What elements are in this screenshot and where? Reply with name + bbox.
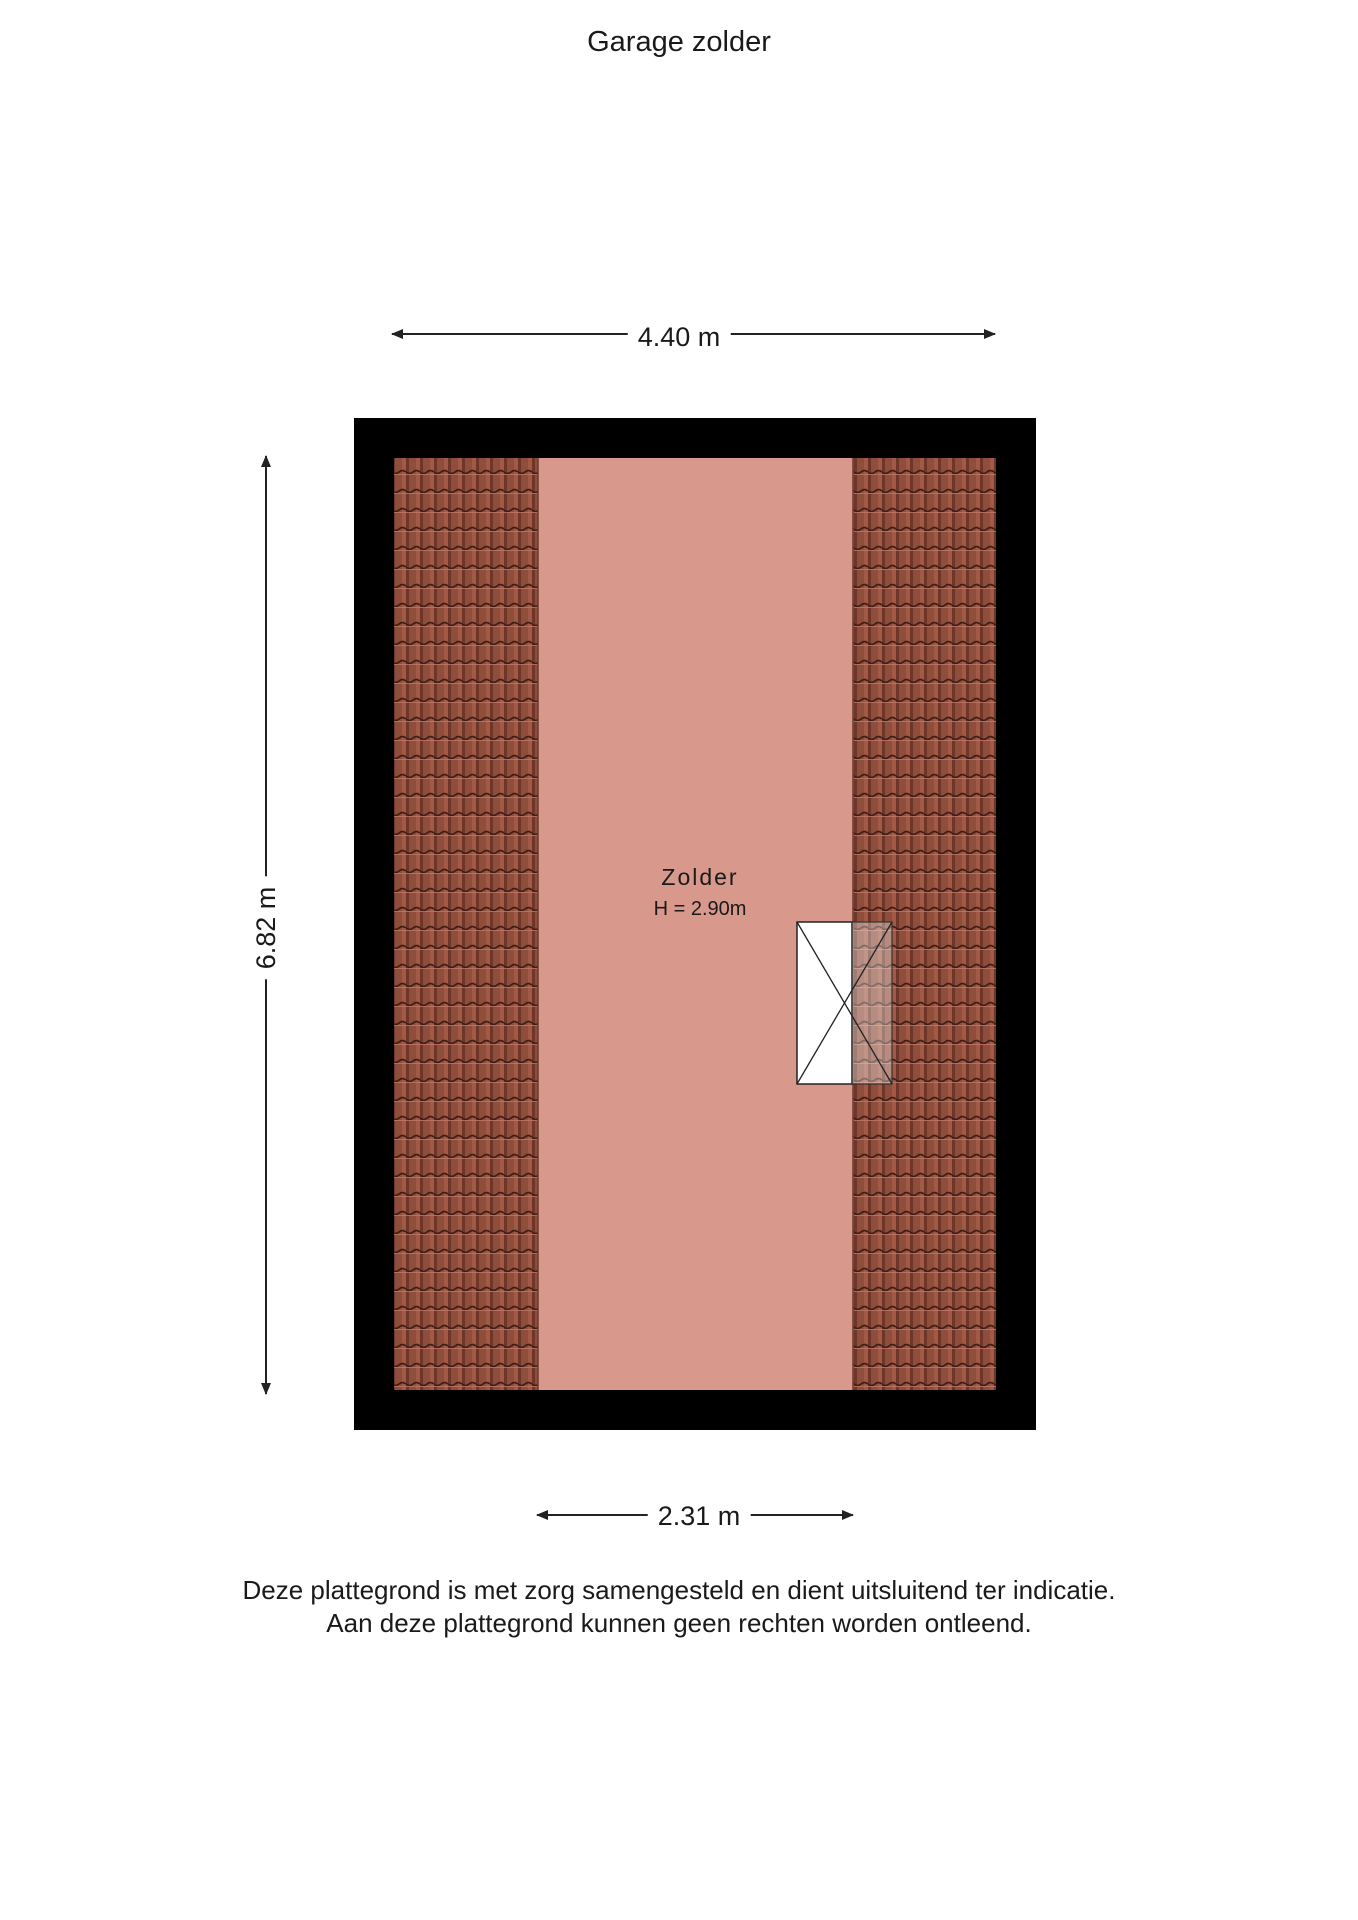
roof-hatch bbox=[797, 922, 892, 1084]
dimension-label-bottom: 2.31 m bbox=[648, 1499, 751, 1533]
plan-title: Garage zolder bbox=[587, 26, 771, 58]
disclaimer bbox=[0, 1574, 1358, 1640]
disclaimer-line-1: Deze plattegrond is met zorg samengesteld en dient uitsluitend ter indicatie. bbox=[242, 1575, 1116, 1605]
room-name: Zolder bbox=[661, 864, 739, 890]
room-height: H = 2.90m bbox=[653, 898, 747, 920]
disclaimer-line-2: Aan deze plattegrond kunnen geen rechten worden ontleend. bbox=[326, 1608, 1032, 1638]
dimension-label-top: 4.40 m bbox=[628, 320, 731, 354]
dimension-label-left: 6.82 m bbox=[249, 877, 283, 980]
roof-slope-left bbox=[394, 458, 538, 1390]
